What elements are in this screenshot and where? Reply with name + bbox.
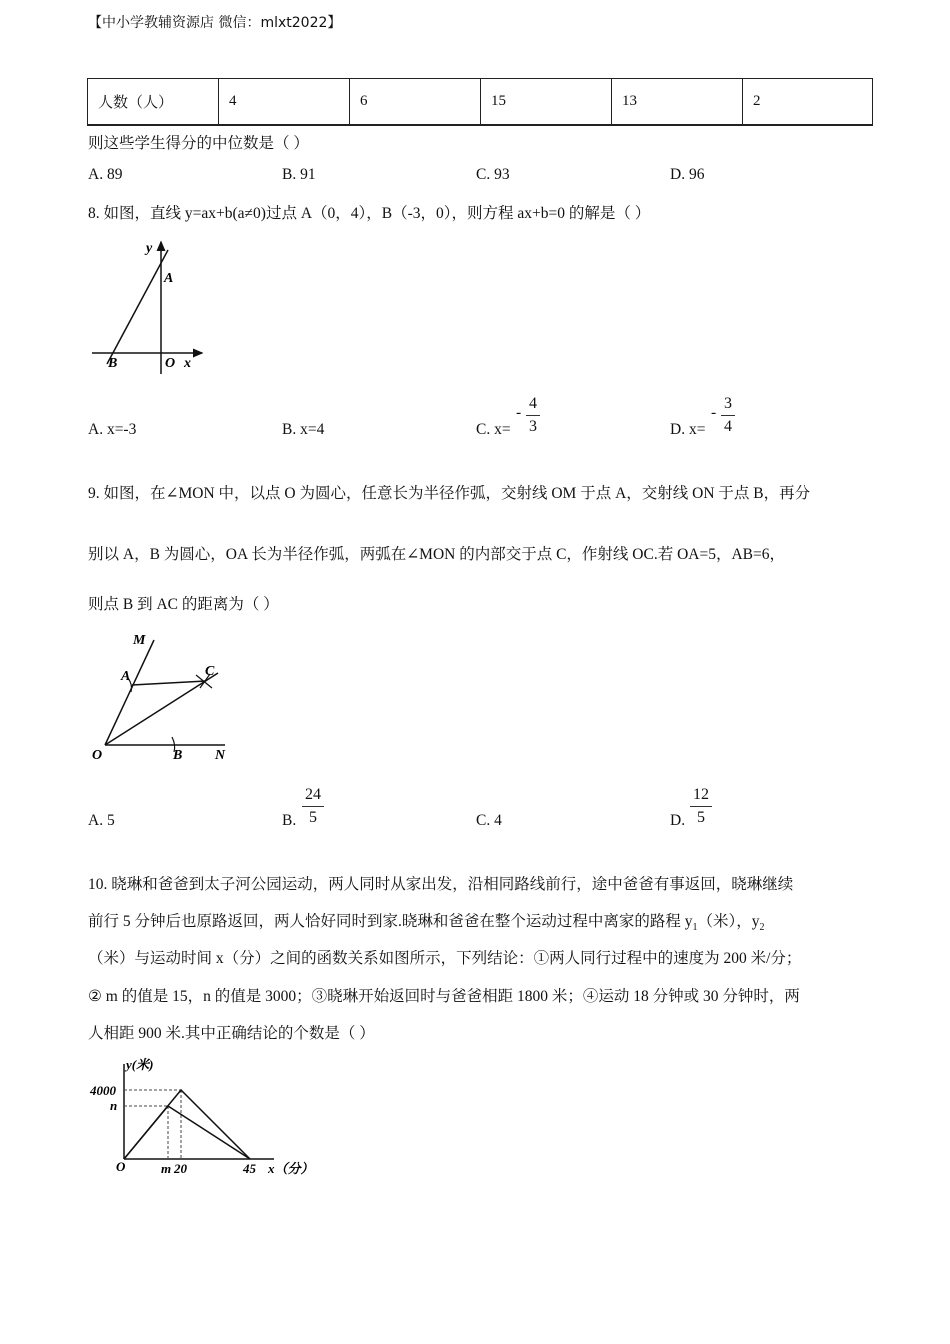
q7-option-a: A. 89 xyxy=(88,166,123,183)
q10-line-2-b: （米），y xyxy=(697,913,760,930)
segment-ac xyxy=(132,681,206,685)
label-a: A xyxy=(164,271,174,286)
subscript-2: 2 xyxy=(759,922,765,934)
q9-line-3: 则点 B 到 AC 的距离为（ ） xyxy=(88,596,279,613)
q8-stem: 8. 如图，直线 y=ax+b(a≠0)过点 A（0，4），B（-3，0），则方程 ax+b=0 的解是（ ） xyxy=(88,205,651,222)
q10-line-2 xyxy=(88,909,765,933)
q8-option-a: A. x=-3 xyxy=(88,421,137,438)
q7-option-c: C. 93 xyxy=(476,166,510,183)
q9-option-a: A. 5 xyxy=(88,812,115,829)
label-o: O xyxy=(165,356,176,371)
label-x: x xyxy=(184,356,191,371)
q9-angle-figure xyxy=(88,628,238,768)
label-n: N xyxy=(215,748,226,763)
label-c: C xyxy=(205,664,215,679)
label-o: O xyxy=(92,748,103,763)
label-a: A xyxy=(121,669,131,684)
q10-line-3: （米）与运动时间 x（分）之间的函数关系如图所示，下列结论：①两人同行过程中的速度为 200 米/分； xyxy=(88,950,802,967)
q8-option-c-fraction xyxy=(526,396,540,435)
q9-line-1: 9. 如图，在∠MON 中，以点 O 为圆心，任意长为半径作弧，交射线 OM 于点 A，交射线 ON 于点 B，再分 xyxy=(88,485,811,502)
label-y: y xyxy=(146,241,153,256)
q9-option-d-fraction xyxy=(690,787,712,826)
q9-option-b: B. xyxy=(282,812,297,829)
table-cell: 13 xyxy=(612,79,743,126)
label-o: O xyxy=(116,1159,126,1174)
label-b: B xyxy=(108,356,118,371)
label-m: M xyxy=(133,633,146,648)
fraction-denominator: 5 xyxy=(309,809,317,826)
q8-option-d-sign: - xyxy=(711,404,717,421)
q8-option-c-sign: - xyxy=(516,404,522,421)
line-y1 xyxy=(124,1090,250,1159)
q9-option-b-fraction xyxy=(302,787,324,826)
xlabel: x（分） xyxy=(268,1161,314,1176)
tick-n: n xyxy=(110,1098,118,1113)
ylabel: y(米) xyxy=(126,1057,154,1072)
fraction-numerator: 3 xyxy=(724,395,732,412)
q9-option-d: D. xyxy=(670,812,686,829)
q7-stem: 则这些学生得分的中位数是（ ） xyxy=(88,135,309,152)
q7-option-b: B. 91 xyxy=(282,166,316,183)
page-header: 【中小学教辅资源店 微信：mlxt2022】 xyxy=(88,15,342,31)
q8-option-c: C. x= xyxy=(476,421,511,438)
table-cell: 6 xyxy=(350,79,481,126)
table-cell: 4 xyxy=(219,79,350,126)
q9-option-c: C. 4 xyxy=(476,812,502,829)
q10-line-4: ② m 的值是 15，n 的值是 3000；③晓琳开始返回时与爸爸相距 1800 米；④运动 18 分钟或 30 分钟时，两 xyxy=(88,988,800,1005)
tick-20: 20 xyxy=(174,1161,187,1176)
table-row xyxy=(88,79,873,126)
fraction-denominator: 4 xyxy=(724,418,732,435)
table-cell: 15 xyxy=(481,79,612,126)
line-y2 xyxy=(124,1106,250,1159)
q10-distance-time-graph xyxy=(88,1052,328,1182)
line-ab xyxy=(107,250,168,364)
tick-m: m xyxy=(161,1161,172,1176)
fraction-numerator: 12 xyxy=(693,786,709,803)
tick-4000: 4000 xyxy=(90,1083,116,1098)
q10-line-5: 人相距 900 米.其中正确结论的个数是（ ） xyxy=(88,1025,375,1042)
q9-line-2: 别以 A，B 为圆心，OA 长为半径作弧，两弧在∠MON 的内部交于点 C，作射线 OC.若 OA=5，AB=6， xyxy=(88,546,785,563)
tick-45: 45 xyxy=(243,1161,256,1176)
subscript-1: 1 xyxy=(692,922,698,934)
q8-option-d-fraction xyxy=(721,396,735,435)
fraction-numerator: 4 xyxy=(529,395,537,412)
table-cell: 人数（人） xyxy=(88,79,219,126)
fraction-numerator: 24 xyxy=(305,786,321,803)
table-cell: 2 xyxy=(743,79,873,126)
fraction-denominator: 5 xyxy=(697,809,705,826)
q8-option-d: D. x= xyxy=(670,421,706,438)
label-b: B xyxy=(173,748,183,763)
q7-option-d: D. 96 xyxy=(670,166,705,183)
q8-line-graph xyxy=(88,236,208,376)
q10-line-1: 10. 晓琳和爸爸到太子河公园运动，两人同时从家出发，沿相同路线前行，途中爸爸有事返回，晓琳继续 xyxy=(88,876,794,893)
q8-option-b: B. x=4 xyxy=(282,421,325,438)
q10-line-2-a: 前行 5 分钟后也原路返回，两人恰好同时到家.晓琳和爸爸在整个运动过程中离家的路程 y xyxy=(88,913,693,930)
score-table xyxy=(87,78,873,126)
fraction-denominator: 3 xyxy=(529,418,537,435)
